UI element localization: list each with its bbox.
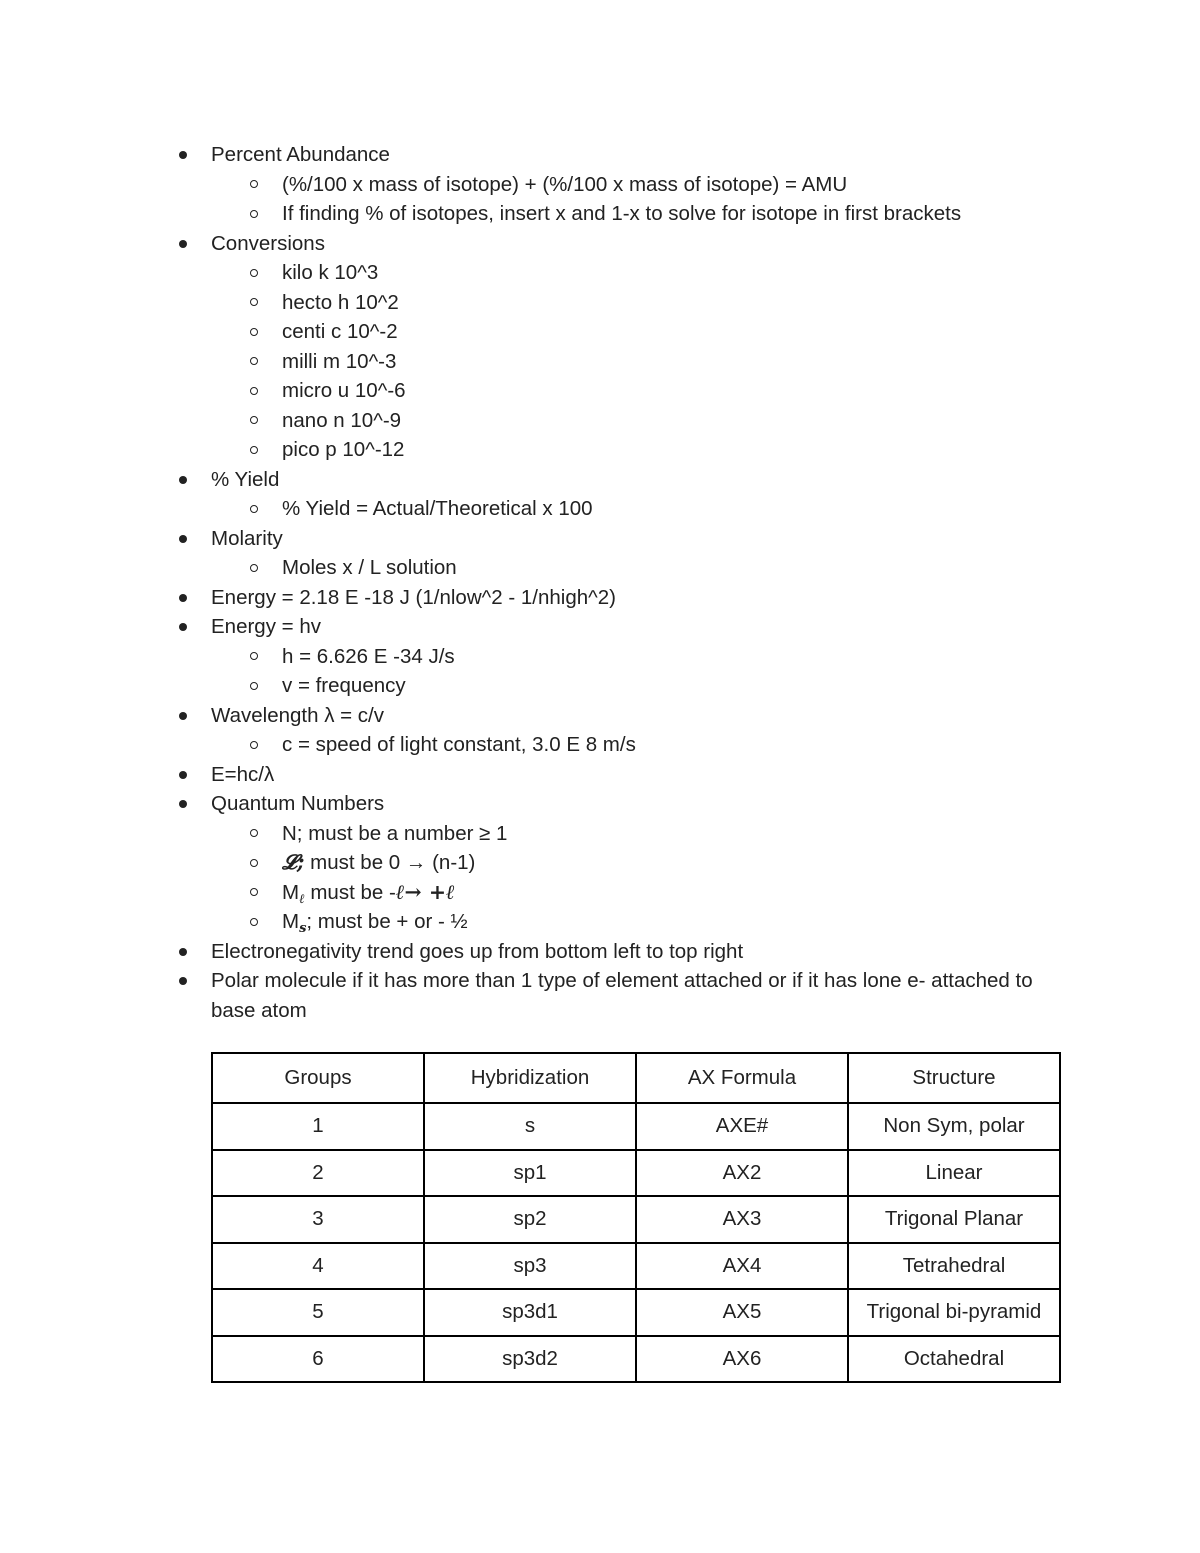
item-text: v = frequency xyxy=(282,674,406,697)
table-header-row xyxy=(212,1053,1060,1103)
item-text: Electronegativity trend goes up from bottom left to top right xyxy=(211,939,744,963)
bullet-icon xyxy=(179,594,187,602)
bullet-icon xyxy=(179,800,187,808)
sub-list-item xyxy=(0,848,1200,878)
table-row xyxy=(212,1289,1060,1336)
item-text: Energy = hv xyxy=(211,615,321,638)
sub-list-item xyxy=(0,819,1200,849)
header-cell: Hybridization xyxy=(424,1053,636,1103)
table-cell: sp3 xyxy=(424,1243,636,1290)
item-text: ; must be + or - ½ xyxy=(306,910,468,933)
table-row xyxy=(212,1196,1060,1243)
item-text: M xyxy=(282,880,300,904)
circle-bullet-icon xyxy=(250,918,258,926)
bullet-icon xyxy=(179,948,187,956)
table-cell: AX4 xyxy=(636,1243,848,1290)
list-item xyxy=(0,701,1200,731)
bullet-icon xyxy=(179,151,187,159)
table-row xyxy=(212,1336,1060,1383)
table-row xyxy=(212,1103,1060,1150)
circle-bullet-icon xyxy=(250,328,258,336)
list-item xyxy=(0,583,1200,613)
sub-list-item xyxy=(0,170,1200,200)
item-text: N; must be a number ≥ 1 xyxy=(282,821,508,845)
sub-list-item xyxy=(0,671,1200,701)
sub-list-item xyxy=(0,494,1200,524)
list-item xyxy=(0,612,1200,642)
circle-bullet-icon xyxy=(250,741,258,749)
table-cell: AXE# xyxy=(636,1103,848,1150)
bullet-icon xyxy=(179,712,187,720)
bullet-icon xyxy=(179,977,187,985)
circle-bullet-icon xyxy=(250,387,258,395)
sub-list-item xyxy=(0,730,1200,760)
bullet-icon xyxy=(179,771,187,779)
table-cell: 2 xyxy=(212,1150,424,1197)
table-cell: sp2 xyxy=(424,1196,636,1243)
circle-bullet-icon xyxy=(250,505,258,513)
table-cell: 5 xyxy=(212,1289,424,1336)
circle-bullet-icon xyxy=(250,357,258,365)
table-cell: AX5 xyxy=(636,1289,848,1336)
circle-bullet-icon xyxy=(250,564,258,572)
sub-list-item xyxy=(0,642,1200,672)
sub-list-item xyxy=(0,317,1200,347)
circle-bullet-icon xyxy=(250,829,258,837)
subscript: s xyxy=(299,921,307,936)
subscript: ℓ xyxy=(299,891,305,907)
circle-bullet-icon xyxy=(250,859,258,867)
hybridization-table xyxy=(211,1052,1061,1383)
list-item xyxy=(0,229,1200,259)
table-cell: Non Sym, polar xyxy=(848,1103,1060,1150)
item-text: Conversions xyxy=(211,231,325,255)
item-text: Energy = 2.18 E -18 J (1/nlow^2 - 1/nhigh^2) xyxy=(211,585,616,609)
table-cell: sp1 xyxy=(424,1150,636,1197)
table-cell: 1 xyxy=(212,1103,424,1150)
table-cell: sp3d2 xyxy=(424,1336,636,1383)
circle-bullet-icon xyxy=(250,682,258,690)
item-text: h = 6.626 E -34 J/s xyxy=(282,644,455,668)
circle-bullet-icon xyxy=(250,446,258,454)
item-text: Percent Abundance xyxy=(211,143,390,166)
sub-list-item xyxy=(0,199,1200,229)
item-text: must be 0 → (n-1) xyxy=(304,851,476,874)
item-text: If finding % of isotopes, insert x and 1-x to solve for isotope in first brackets xyxy=(282,202,962,225)
table-cell: 6 xyxy=(212,1336,424,1383)
bullet-icon xyxy=(179,623,187,631)
item-text: hecto h 10^2 xyxy=(282,290,399,314)
list-item xyxy=(0,140,1200,170)
table-cell: 4 xyxy=(212,1243,424,1290)
item-text: Polar molecule if it has more than 1 type of element attached or if it has lone e- attached to base atom xyxy=(211,969,1033,1022)
sub-list-item xyxy=(0,435,1200,465)
table-cell: Trigonal bi-pyramid xyxy=(848,1289,1060,1336)
bullet-icon xyxy=(179,240,187,248)
item-text: M xyxy=(282,910,300,933)
item-text: (%/100 x mass of isotope) + (%/100 x mass of isotope) = AMU xyxy=(282,172,848,196)
circle-bullet-icon xyxy=(250,416,258,424)
table-cell: sp3d1 xyxy=(424,1289,636,1336)
item-text: c = speed of light constant, 3.0 E 8 m/s xyxy=(282,733,636,756)
bullet-icon xyxy=(179,535,187,543)
list-item xyxy=(0,966,1200,1025)
sub-list-item xyxy=(0,553,1200,583)
l-range: ℓ→ +ℓ xyxy=(395,879,455,904)
table-cell: Octahedral xyxy=(848,1336,1060,1383)
item-text: % Yield xyxy=(211,467,280,491)
sub-list-item xyxy=(0,258,1200,288)
table-cell: AX3 xyxy=(636,1196,848,1243)
sub-list-item xyxy=(0,406,1200,436)
sub-list-item xyxy=(0,878,1200,908)
item-text: % Yield = Actual/Theoretical x 100 xyxy=(282,497,593,520)
table-cell: s xyxy=(424,1103,636,1150)
bullet-icon xyxy=(179,476,187,484)
table-row xyxy=(212,1150,1060,1197)
circle-bullet-icon xyxy=(250,180,258,188)
sub-list-item xyxy=(0,288,1200,318)
l-symbol: 𝓛; xyxy=(282,850,305,874)
item-text: Molarity xyxy=(211,526,283,550)
item-text: Moles x / L solution xyxy=(282,556,457,579)
table-cell: AX6 xyxy=(636,1336,848,1383)
table-cell: Tetrahedral xyxy=(848,1243,1060,1290)
list-item xyxy=(0,789,1200,819)
circle-bullet-icon xyxy=(250,210,258,218)
table-cell: 3 xyxy=(212,1196,424,1243)
list-item xyxy=(0,465,1200,495)
item-text: micro u 10^-6 xyxy=(282,379,406,402)
circle-bullet-icon xyxy=(250,888,258,896)
circle-bullet-icon xyxy=(250,652,258,660)
header-cell: Structure xyxy=(848,1053,1060,1103)
item-text: pico p 10^-12 xyxy=(282,438,405,461)
table-cell: Linear xyxy=(848,1150,1060,1197)
table-cell: AX2 xyxy=(636,1150,848,1197)
sub-list-item xyxy=(0,376,1200,406)
list-item xyxy=(0,524,1200,554)
item-text: centi c 10^-2 xyxy=(282,320,398,343)
sub-list-item xyxy=(0,907,1200,937)
header-cell: Groups xyxy=(212,1053,424,1103)
item-text: milli m 10^-3 xyxy=(282,349,397,373)
table-cell: Trigonal Planar xyxy=(848,1196,1060,1243)
list-item xyxy=(0,760,1200,790)
circle-bullet-icon xyxy=(250,269,258,277)
sub-list-item xyxy=(0,347,1200,377)
circle-bullet-icon xyxy=(250,298,258,306)
item-text: nano n 10^-9 xyxy=(282,408,402,432)
item-text: kilo k 10^3 xyxy=(282,261,379,284)
notes-list xyxy=(0,140,1200,1025)
item-text: Wavelength λ = c/v xyxy=(211,703,384,727)
header-cell: AX Formula xyxy=(636,1053,848,1103)
list-item xyxy=(0,937,1200,967)
item-text: E=hc/λ xyxy=(211,762,275,786)
table-row xyxy=(212,1243,1060,1290)
item-text: Quantum Numbers xyxy=(211,792,385,815)
item-text: must be - xyxy=(304,880,396,904)
